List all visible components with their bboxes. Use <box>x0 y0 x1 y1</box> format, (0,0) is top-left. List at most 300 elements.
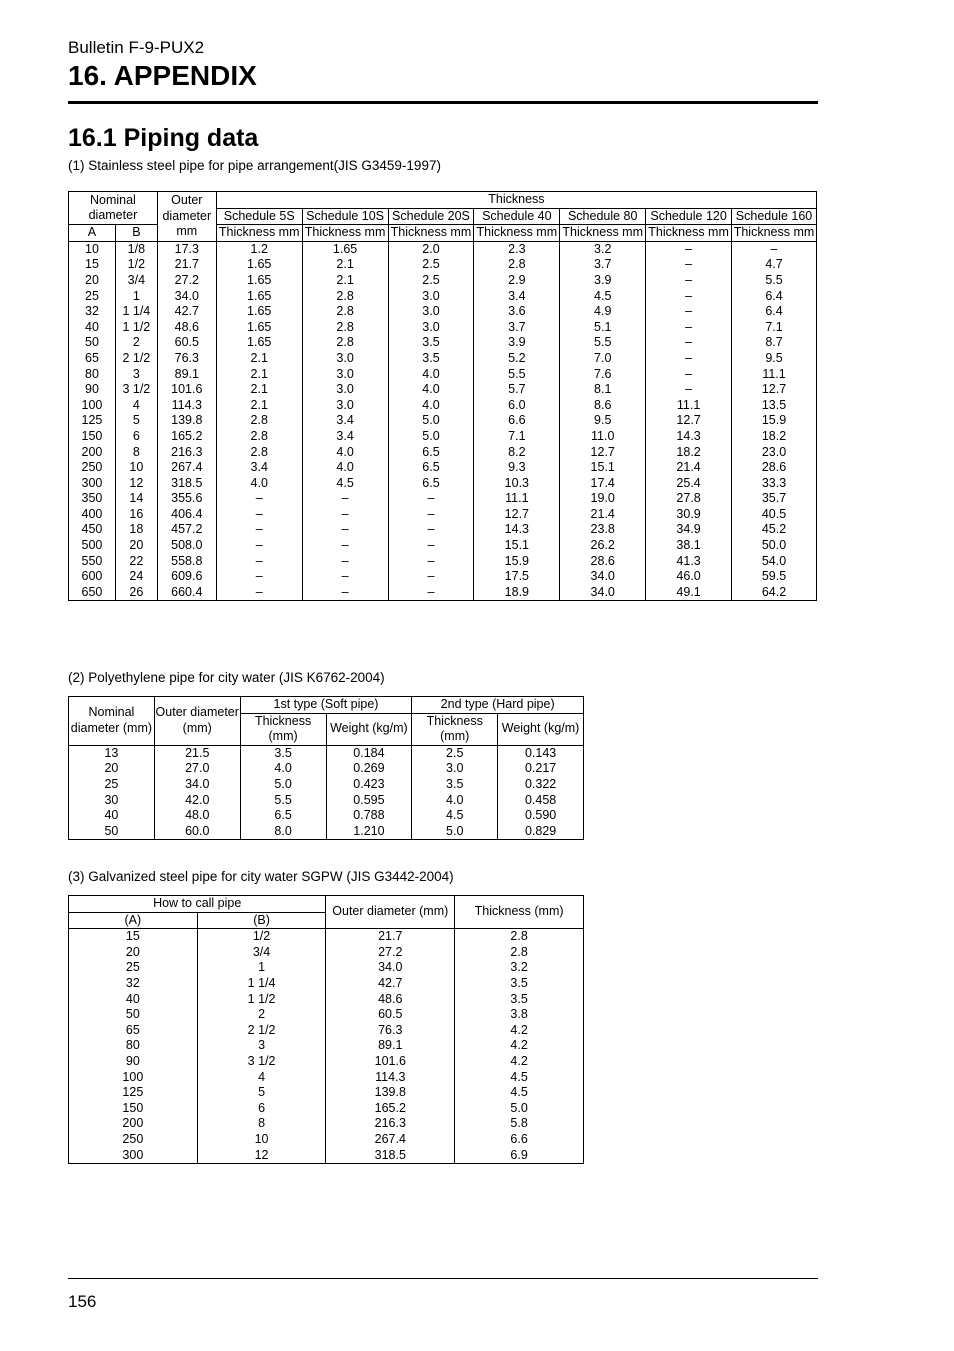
schedule-header: Schedule 80 <box>560 208 646 225</box>
table-cell: 27.2 <box>326 945 455 961</box>
table-cell: 3.9 <box>560 273 646 289</box>
table-cell: 12 <box>197 1148 326 1164</box>
table-cell: 8.2 <box>474 445 560 461</box>
table-cell: 90 <box>69 1054 198 1070</box>
table-row <box>69 491 817 507</box>
table-row <box>69 777 584 793</box>
table-cell: 8 <box>197 1116 326 1132</box>
table-cell: 80 <box>69 1038 198 1054</box>
table-cell: 28.6 <box>560 554 646 570</box>
table-cell: 7.0 <box>560 351 646 367</box>
table-cell: 5.8 <box>455 1116 584 1132</box>
table-cell: 34.0 <box>326 960 455 976</box>
table-cell: 600 <box>69 569 116 585</box>
table-cell: 3 <box>197 1038 326 1054</box>
table-row <box>69 945 584 961</box>
chapter-title: 16. APPENDIX <box>68 60 257 91</box>
bulletin-id: Bulletin F-9-PUX2 <box>68 38 205 57</box>
table-cell: 89.1 <box>326 1038 455 1054</box>
table-cell: 3.5 <box>388 351 474 367</box>
table-cell: 15.9 <box>474 554 560 570</box>
table-cell: 3.0 <box>388 289 474 305</box>
stainless-pipe-rows <box>69 241 817 601</box>
table-cell: 4.5 <box>560 289 646 305</box>
page-number: 156 <box>68 1292 97 1311</box>
table-row <box>69 992 584 1008</box>
table-cell: 9.5 <box>732 351 817 367</box>
table-cell: 350 <box>69 491 116 507</box>
table-cell: 139.8 <box>157 413 216 429</box>
table-cell: 19.0 <box>560 491 646 507</box>
table-cell: 1 <box>115 289 157 305</box>
table-cell: 60.5 <box>326 1007 455 1023</box>
table-cell: 2.1 <box>302 273 388 289</box>
table-cell: 2.5 <box>388 257 474 273</box>
table-cell: 13.5 <box>732 398 817 414</box>
table-cell: 18.2 <box>732 429 817 445</box>
table-cell: 0.322 <box>498 777 584 793</box>
table-cell: 650 <box>69 585 116 601</box>
table-cell: 3.0 <box>412 761 498 777</box>
nominal-diameter-header: Nominal diameter <box>69 192 158 225</box>
table-row <box>69 929 584 945</box>
table-row <box>69 1023 584 1039</box>
table-cell: 4.0 <box>302 460 388 476</box>
table-row <box>69 382 817 398</box>
schedule-header: Schedule 120 <box>646 208 732 225</box>
table-cell: 3.4 <box>302 429 388 445</box>
table-cell: 1 1/4 <box>197 976 326 992</box>
table-cell: 11.1 <box>646 398 732 414</box>
table-cell: 25 <box>69 289 116 305</box>
table-cell: 5.0 <box>412 824 498 840</box>
table-cell: 5.0 <box>240 777 326 793</box>
table-cell: 23.0 <box>732 445 817 461</box>
table-cell: 200 <box>69 1116 198 1132</box>
table-row <box>69 808 584 824</box>
table-cell: 15.1 <box>560 460 646 476</box>
table-cell: 2 1/2 <box>115 351 157 367</box>
table-cell: 3.9 <box>474 335 560 351</box>
table-cell: 3.0 <box>302 367 388 383</box>
table-cell: 100 <box>69 398 116 414</box>
table-row <box>69 761 584 777</box>
table-cell: 5.0 <box>388 413 474 429</box>
table-cell: 60.0 <box>154 824 240 840</box>
table-cell: 17.4 <box>560 476 646 492</box>
table-cell: 12.7 <box>732 382 817 398</box>
table-cell: 100 <box>69 1070 198 1086</box>
table-cell: – <box>216 522 302 538</box>
table-cell: 10 <box>69 241 116 257</box>
table-cell: 2.1 <box>216 398 302 414</box>
table-cell: – <box>216 491 302 507</box>
table-cell: 2.8 <box>216 445 302 461</box>
table-cell: – <box>646 241 732 257</box>
table-cell: – <box>646 351 732 367</box>
table-cell: 300 <box>69 476 116 492</box>
table-cell: 3.0 <box>302 382 388 398</box>
table-cell: 0.423 <box>326 777 412 793</box>
table-cell: – <box>302 538 388 554</box>
table-cell: 6.4 <box>732 289 817 305</box>
table-cell: 17.5 <box>474 569 560 585</box>
table-cell: 10 <box>115 460 157 476</box>
table-cell: 0.590 <box>498 808 584 824</box>
table-row <box>69 413 817 429</box>
table-cell: 550 <box>69 554 116 570</box>
table2-caption: (2) Polyethylene pipe for city water (JIS K6762-2004) <box>68 670 385 685</box>
table-cell: – <box>216 507 302 523</box>
table-cell: 4.0 <box>412 793 498 809</box>
table-cell: 3 <box>115 367 157 383</box>
table-cell: 48.6 <box>157 320 216 336</box>
table-cell: 150 <box>69 1101 198 1117</box>
table-cell: – <box>388 569 474 585</box>
table-cell: 3.0 <box>388 320 474 336</box>
table-cell: 50 <box>69 824 155 840</box>
table-cell: 114.3 <box>157 398 216 414</box>
table-cell: 76.3 <box>326 1023 455 1039</box>
table-cell: – <box>302 522 388 538</box>
table-cell: 28.6 <box>732 460 817 476</box>
table-cell: 24 <box>115 569 157 585</box>
table-cell: 4.5 <box>302 476 388 492</box>
table-cell: 49.1 <box>646 585 732 601</box>
table-cell: 21.4 <box>646 460 732 476</box>
table-cell: 4.0 <box>388 367 474 383</box>
table-cell: 2.8 <box>302 304 388 320</box>
table-cell: 4 <box>115 398 157 414</box>
table-cell: 35.7 <box>732 491 817 507</box>
table-cell: – <box>388 585 474 601</box>
table-cell: 7.1 <box>732 320 817 336</box>
table-cell: 450 <box>69 522 116 538</box>
table-cell: 34.0 <box>560 585 646 601</box>
table-cell: 4.7 <box>732 257 817 273</box>
table-cell: – <box>216 569 302 585</box>
table-cell: 76.3 <box>157 351 216 367</box>
table-cell: 4.0 <box>388 398 474 414</box>
table-cell: 10.3 <box>474 476 560 492</box>
table-cell: 7.1 <box>474 429 560 445</box>
table-cell: 23.8 <box>560 522 646 538</box>
table-cell: 5.5 <box>560 335 646 351</box>
table-cell: – <box>302 491 388 507</box>
table-cell: 2 <box>115 335 157 351</box>
table-cell: 3/4 <box>115 273 157 289</box>
table-cell: – <box>646 335 732 351</box>
table-cell: – <box>646 320 732 336</box>
table-cell: 609.6 <box>157 569 216 585</box>
table-row <box>69 507 817 523</box>
table-cell: 3.5 <box>412 777 498 793</box>
unit-header: Thickness mm <box>302 225 388 242</box>
table-cell: 150 <box>69 429 116 445</box>
table-cell: – <box>388 507 474 523</box>
table-cell: 1/2 <box>197 929 326 945</box>
col-a-header: (A) <box>69 912 198 929</box>
table-cell: 250 <box>69 1132 198 1148</box>
table-cell: 15.9 <box>732 413 817 429</box>
table-cell: 0.829 <box>498 824 584 840</box>
table-cell: 0.788 <box>326 808 412 824</box>
table-cell: 2.5 <box>388 273 474 289</box>
table-cell: 40 <box>69 320 116 336</box>
table-cell: 45.2 <box>732 522 817 538</box>
table-cell: 50 <box>69 1007 198 1023</box>
table-cell: 17.3 <box>157 241 216 257</box>
thickness-header: Thickness (mm) <box>412 713 498 745</box>
table-cell: 33.3 <box>732 476 817 492</box>
table-cell: 1/8 <box>115 241 157 257</box>
table-cell: 4.0 <box>302 445 388 461</box>
table-cell: 89.1 <box>157 367 216 383</box>
table-cell: 41.3 <box>646 554 732 570</box>
section-title: 16.1 Piping data <box>68 124 259 152</box>
footer-rule <box>68 1278 818 1279</box>
table-cell: 65 <box>69 351 116 367</box>
table-row <box>69 1101 584 1117</box>
table-cell: 34.0 <box>560 569 646 585</box>
table-cell: 8 <box>115 445 157 461</box>
table-cell: 3.7 <box>560 257 646 273</box>
table-cell: 6.6 <box>455 1132 584 1148</box>
table-cell: 54.0 <box>732 554 817 570</box>
table-cell: – <box>388 491 474 507</box>
table-cell: 300 <box>69 1148 198 1164</box>
table-cell: 2.8 <box>474 257 560 273</box>
table-cell: 12 <box>115 476 157 492</box>
table-cell: 25 <box>69 777 155 793</box>
unit-header: Thickness mm <box>474 225 560 242</box>
table-cell: 1 1/4 <box>115 304 157 320</box>
table-cell: 6 <box>197 1101 326 1117</box>
table-cell: 0.595 <box>326 793 412 809</box>
table-cell: 6 <box>115 429 157 445</box>
table1-caption: (1) Stainless steel pipe for pipe arrangement(JIS G3459-1997) <box>68 158 441 173</box>
table-cell: 11.0 <box>560 429 646 445</box>
table-row <box>69 257 817 273</box>
table-cell: 7.6 <box>560 367 646 383</box>
table-row <box>69 335 817 351</box>
table-cell: – <box>646 289 732 305</box>
table-row <box>69 367 817 383</box>
col-b-header: (B) <box>197 912 326 929</box>
table-cell: 3.8 <box>455 1007 584 1023</box>
table-cell: 1 1/2 <box>115 320 157 336</box>
table-cell: 1.65 <box>216 289 302 305</box>
table-cell: 6.6 <box>474 413 560 429</box>
table-cell: 21.7 <box>157 257 216 273</box>
table-cell: 5 <box>197 1085 326 1101</box>
table-row <box>69 460 817 476</box>
table-cell: 3.2 <box>455 960 584 976</box>
table-cell: 5.2 <box>474 351 560 367</box>
table-cell: 400 <box>69 507 116 523</box>
table-cell: 406.4 <box>157 507 216 523</box>
stainless-pipe-table <box>68 191 817 601</box>
table-cell: 216.3 <box>157 445 216 461</box>
unit-header: Thickness mm <box>388 225 474 242</box>
table-cell: 11.1 <box>732 367 817 383</box>
table-cell: 250 <box>69 460 116 476</box>
table-cell: – <box>388 522 474 538</box>
table-cell: 101.6 <box>326 1054 455 1070</box>
table-cell: 3.4 <box>474 289 560 305</box>
table-row <box>69 476 817 492</box>
table-cell: 40 <box>69 992 198 1008</box>
table-row <box>69 1038 584 1054</box>
table-cell: 457.2 <box>157 522 216 538</box>
table-cell: – <box>646 304 732 320</box>
table-cell: 6.5 <box>388 460 474 476</box>
table-cell: 2.8 <box>302 289 388 305</box>
col-b-header: B <box>115 225 157 242</box>
schedule-header: Schedule 20S <box>388 208 474 225</box>
table-cell: 1.65 <box>216 257 302 273</box>
table-cell: 27.8 <box>646 491 732 507</box>
table-row <box>69 241 817 257</box>
weight-header: Weight (kg/m) <box>326 713 412 745</box>
table-cell: 2.3 <box>474 241 560 257</box>
table-cell: 1 1/2 <box>197 992 326 1008</box>
table-cell: 65 <box>69 1023 198 1039</box>
table-cell: 13 <box>69 745 155 761</box>
table-row <box>69 273 817 289</box>
table-cell: 15 <box>69 257 116 273</box>
table-cell: 2.8 <box>455 929 584 945</box>
table-cell: 508.0 <box>157 538 216 554</box>
table-cell: 20 <box>69 945 198 961</box>
table-cell: 5.1 <box>560 320 646 336</box>
table-cell: 34.0 <box>157 289 216 305</box>
table-cell: 8.0 <box>240 824 326 840</box>
table-cell: 60.5 <box>157 335 216 351</box>
table-cell: – <box>302 569 388 585</box>
table-cell: 2 1/2 <box>197 1023 326 1039</box>
table-cell: 139.8 <box>326 1085 455 1101</box>
outer-diameter-header: Outer diameter mm <box>157 192 216 242</box>
table-cell: 4.2 <box>455 1023 584 1039</box>
table-cell: 3.5 <box>388 335 474 351</box>
unit-header: Thickness mm <box>732 225 817 242</box>
table-cell: 11.1 <box>474 491 560 507</box>
table-cell: 26.2 <box>560 538 646 554</box>
table-cell: 2.5 <box>412 745 498 761</box>
table-cell: 6.9 <box>455 1148 584 1164</box>
table-cell: 216.3 <box>326 1116 455 1132</box>
table-cell: 2.1 <box>216 367 302 383</box>
table-cell: 5.0 <box>455 1101 584 1117</box>
table-cell: 0.184 <box>326 745 412 761</box>
table-cell: 267.4 <box>157 460 216 476</box>
table-cell: 21.4 <box>560 507 646 523</box>
table-cell: 12.7 <box>474 507 560 523</box>
table-cell: 114.3 <box>326 1070 455 1086</box>
table-cell: 4.9 <box>560 304 646 320</box>
table-cell: – <box>646 382 732 398</box>
outer-diameter-header: Outer diameter (mm) <box>154 697 240 746</box>
table-row <box>69 1070 584 1086</box>
table-cell: 27.0 <box>154 761 240 777</box>
table-cell: 3.4 <box>302 413 388 429</box>
table-cell: 38.1 <box>646 538 732 554</box>
table-cell: 2 <box>197 1007 326 1023</box>
table-cell: 3.0 <box>302 398 388 414</box>
galvanized-pipe-rows <box>69 929 584 1164</box>
galvanized-pipe-table <box>68 895 584 1164</box>
thickness-header: Thickness <box>216 192 816 209</box>
table-cell: 2.9 <box>474 273 560 289</box>
table-cell: 6.5 <box>388 445 474 461</box>
table-cell: 2.1 <box>216 351 302 367</box>
hard-pipe-header: 2nd type (Hard pipe) <box>412 697 584 714</box>
table-row <box>69 824 584 840</box>
weight-header: Weight (kg/m) <box>498 713 584 745</box>
table-cell: 3.0 <box>388 304 474 320</box>
table-cell: 20 <box>69 761 155 777</box>
unit-header: Thickness mm <box>216 225 302 242</box>
table-cell: 30.9 <box>646 507 732 523</box>
table-cell: 46.0 <box>646 569 732 585</box>
table-row <box>69 522 817 538</box>
table-cell: 22 <box>115 554 157 570</box>
table-row <box>69 569 817 585</box>
table-cell: 5.0 <box>388 429 474 445</box>
table-cell: – <box>732 241 817 257</box>
table-cell: 59.5 <box>732 569 817 585</box>
table-cell: 9.5 <box>560 413 646 429</box>
table-row <box>69 1085 584 1101</box>
table-cell: 1.2 <box>216 241 302 257</box>
table-cell: 660.4 <box>157 585 216 601</box>
thickness-header: Thickness (mm) <box>240 713 326 745</box>
table-cell: 4 <box>197 1070 326 1086</box>
table-cell: 26 <box>115 585 157 601</box>
table-cell: 18.2 <box>646 445 732 461</box>
table-cell: 1.65 <box>216 335 302 351</box>
table-row <box>69 304 817 320</box>
table-cell: – <box>646 257 732 273</box>
table-row <box>69 745 584 761</box>
table-cell: 50.0 <box>732 538 817 554</box>
table-cell: 4.2 <box>455 1038 584 1054</box>
table-cell: 318.5 <box>326 1148 455 1164</box>
table-cell: 42.7 <box>157 304 216 320</box>
table-row <box>69 445 817 461</box>
table-cell: 20 <box>115 538 157 554</box>
table-cell: 90 <box>69 382 116 398</box>
table-cell: 5.7 <box>474 382 560 398</box>
table-cell: 32 <box>69 304 116 320</box>
soft-pipe-header: 1st type (Soft pipe) <box>240 697 412 714</box>
table-cell: 4.0 <box>388 382 474 398</box>
table-cell: 2.1 <box>302 257 388 273</box>
table-cell: 3/4 <box>197 945 326 961</box>
table-cell: 34.0 <box>154 777 240 793</box>
table-row <box>69 960 584 976</box>
table-cell: 34.9 <box>646 522 732 538</box>
table-cell: 3.5 <box>455 976 584 992</box>
table-cell: 355.6 <box>157 491 216 507</box>
table-cell: 6.0 <box>474 398 560 414</box>
table-cell: 42.0 <box>154 793 240 809</box>
table-cell: 0.143 <box>498 745 584 761</box>
table-cell: 48.0 <box>154 808 240 824</box>
table-row <box>69 1054 584 1070</box>
chapter-rule <box>68 101 818 104</box>
